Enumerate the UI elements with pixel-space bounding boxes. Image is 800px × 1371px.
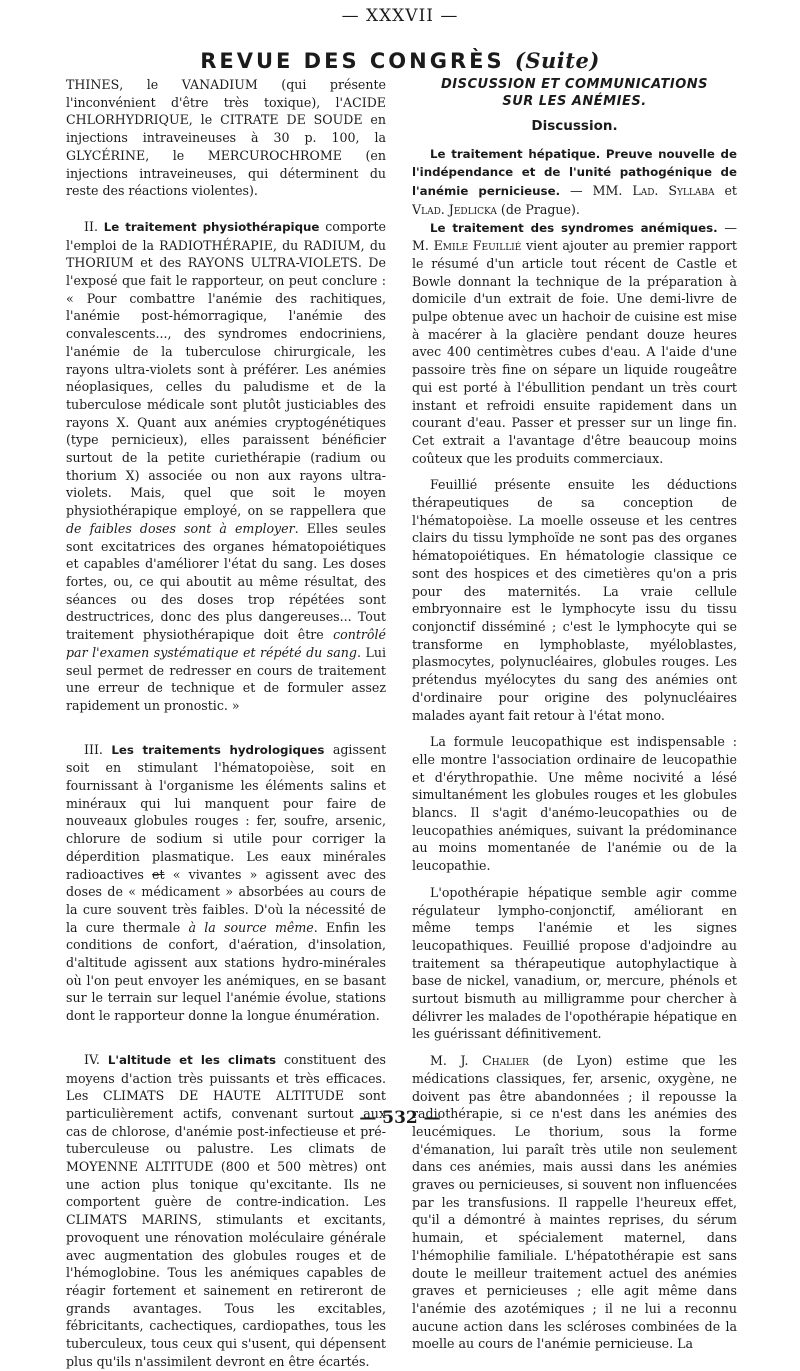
title-main: REVUE DES CONGRÈS [200,49,505,73]
text-span: , stimulants et excitants, provoquent une rénovation moléculaire générale avec augmentation des globules rouges et de l'hémoglobine. Tous les anémiques capables de réagir fortement et sainement en retireront de grands avantages. Tous les excitables, fébricitants, cachectiques, cardiopathes, tous les tuberculeux, tous ceux qui s'usent, qui dépensent plus qu'ils n'assimilent devront en être écartés. [66,1212,386,1369]
text-span: VANADIUM [181,77,258,92]
right-paragraph-chalier [412,1052,737,1353]
text-span: CLIMATS MARINS [66,1212,198,1228]
text-span: THORIUM [66,255,134,271]
right-paragraph-liver-treatment [412,145,737,219]
text-span: . Lui seul permet de redresser en cours de traitement une erreur de technique et de formuler assez rapidement un pronostic. » [66,644,386,713]
title-suite: (Suite) [514,48,600,73]
text-span: sont particulièrement actifs, convenant surtout aux cas de chlorose, d'anémie post-infectieuse et pré-tuberculeuse ou palustre. Les climats de [66,1088,386,1157]
text-span: , le [119,77,182,92]
text-span: MERCUROCHROME [207,147,342,163]
right-paragraph-opotherapy: L'opothérapie hépatique semble agir comme régulateur lympho-conjonctif, améliorant en même temps l'anémie et les signes leucopathiques. Feuillié propose d'adjoindre au traitement sa thérapeutique autophylactique à base de nickel, vanadium, or, mercure, phénols et surtout bismuth au milligramme pour chercher à délivrer les malades de l'opothérapie hépatique en les guérissant définitivement. [412,884,737,1042]
section-heading-line: SUR LES ANÉMIES. [502,94,647,109]
text-span: , du [272,237,304,253]
discussion-subheading: Discussion. [531,118,618,134]
text-span: vient ajouter au premier rapport le résumé d'un article tout récent de Castle et Bowle donnant la technique de la préparation à domicile d'un extrait de foie. Une demi-livre de pulpe obtenue avec un hachoir de cuisine est mise à macérer à la glacière pendant douze heures avec 400 centimètres cubes d'eau. A l'aide d'une passoire très fine on sépare un liquide rougeâtre qui est porté à l'ébullition pendant un très court instant et refroidi ensuite rapidement dans un courant d'eau. Passer et presser sur un linge fin. Cet extrait a l'avantage d'être beaucoup moins coûteux que les produits commerciaux. [412,238,737,466]
text-span: contrôlé par l'examen systématique et répété du sang [66,627,386,660]
text-span: comporte l'emploi de la [66,218,386,253]
left-paragraph-physiotherapy [66,218,386,715]
page-number: — 532 — [359,1108,441,1128]
text-span: ACIDE CHLORHYDRIQUE [66,94,386,128]
right-paragraph-leucopathic-formula: La formule leucopathique est indispensable : elle montre l'association ordinaire de leucopathie et d'érythropathie. Une même nocivité a lésé simultanément les globules rouges et les globules blancs. Il s'agit d'anémo-leucopathies ou de leucopathies anémiques, suivant la prédominance au moins momentanée de l'anémie ou de la leucopathie. [412,734,737,874]
text-span: (800 et 500 mètres) ont une action plus tonique qu'excitante. Ils ne comportent guère de contre-indication. Les [66,1159,386,1210]
text-span: « vivantes » agissent avec des doses de « médicament » absorbées au cours de la cure souvent très faibles. D'où la nécessité de la cure thermale [66,866,386,935]
text-span: et des [133,255,188,271]
author-name: Chalier [482,1053,529,1069]
text-span: (de Lyon) estime que les médications classiques, fer, arsenic, oxygène, ne doivent pas être abandonnées ; il repousse la radiothérapie, si ce n'est dans les anémies des leucémiques. Le thorium, sous la forme d'émanation, lui paraît très utile non seulement dans ces anémies, mais aussi dans les anémies graves ou pernicieuses, si souvent non influencées par les transfusions. Il rappelle l'heureux effet, qu'il a démontré à maintes reprises, du sérum humain, et spécialement maternel, dans l'hémophilie familiale. L'hépatothérapie est sans doute le meilleur traitement actuel des anémies graves et pernicieuses ; elle agit même dans l'anémie des azotémiques ; il ne lui a reconnu aucune action dans les scléroses combinées de la moelle au cours de l'anémie pernicieuse. La [412,1053,738,1352]
section-heading: Les traitements hydrologiques [111,742,325,757]
text-span: (de Prague). [496,201,580,217]
text-span: M. J. [430,1053,483,1069]
right-paragraph-hematopoiesis: Feuillié présente ensuite les déductions thérapeutiques de sa conception de l'hématopoièse. La moelle osseuse et les centres clairs du tissu lymphoïde ne sont pas des organes hématopoiétiques. En hématologie classique ce sont des hospices et des cimetières qu'on a pris pour des maternités. La vraie cellule embryonnaire est le lymphocyte issu du tissu conjonctif disséminé ; c'est le lymphocyte qui se transforme en lymphoblaste, myéloblastes, plasmocytes, polynucléaires, globules rouges. Les prétendus myélocytes du sang des anémies ont d'ordinaire pour origine des polynucléaires malades ayant fait retour à l'état mono. [412,477,737,723]
text-span: RAYONS ULTRA-VIOLETS [187,255,358,271]
section-heading: L'altitude et les climats [107,1052,276,1067]
text-span: constituent des moyens d'action très puissants et très efficaces. Les [66,1051,386,1104]
text-span: MOYENNE ALTITUDE [66,1159,214,1175]
text-span: de faibles doses sont à employer [66,520,295,536]
text-span: RADIOTHÉRAPIE [159,237,273,253]
left-paragraph-hydrology [66,741,386,1025]
left-column [66,76,386,1371]
text-span: (en injections intraveineuses, qui déterminent du reste des réactions violentes). [66,147,386,199]
text-span: . De l'exposé que fait le rapporteur, on peut conclure : « Pour combattre l'anémie des rachitiques, l'anémie post-hémorragique, l'anémie des convalescents..., des syndromes endocriniens, l'anémie de la tuberculose chirurgicale, les rayons ultra-violets sont à préférer. Les anémies néoplasiques, celles du paludisme et de la tuberculose médicale sont plutôt justiciables des rayons X. Quant aux anémies cryptogénétiques (type pernicieux), elles paraissent bénéficier surtout de la petite curiethérapie (radium ou thorium X) associée ou non aux rayons ultra-violets. Mais, quel que soit le moyen physiothérapique employé, on se rappellera que [66,255,386,519]
text-span: CITRATE DE SOUDE [220,112,363,128]
right-paragraph-anemic-syndromes [412,219,737,468]
text-span: . Enfin les conditions de confort, d'aération, d'insolation, d'altitude agissent aux stations hydro-minérales où l'on peut envoyer les anémiques, en se basant sur le terrain sur lequel l'anémie évolue, stations dont le rapporteur donne la longue énumération. [66,919,386,1024]
struck-text: et [152,866,165,882]
text-span: , le [145,147,208,163]
text-span: THINES [66,77,120,92]
text-span: CLIMATS DE HAUTE ALTITUDE [102,1088,345,1104]
text-span: II. [84,218,104,234]
text-span: — MM. [560,183,633,199]
text-span: , le [188,112,221,128]
section-heading: Le traitement des syndromes anémiques. [430,220,718,235]
author-name: Lad. Syllaba [632,183,715,199]
text-span: en injections intraveineuses à 30 p. 100, la [66,112,386,146]
text-span: et [714,183,737,199]
author-name: Emile Feuillié [433,238,522,254]
roman-page-number: — XXXVII — [341,6,459,26]
author-name: Vlad. Jedlicka [412,201,497,217]
section-heading: Le traitement hépatique. Preuve nouvelle de l'indépendance et de l'unité pathogénique de l'anémie pernicieuse. [412,146,737,199]
right-column [412,76,737,1353]
text-span: à la source même [188,919,314,935]
text-span: GLYCÉRINE [66,147,146,163]
text-span: , du [360,237,386,253]
section-heading: Le traitement physiothérapique [103,219,320,234]
text-span: . Elles seules sont excitatrices des organes hématopoiétiques et capables d'améliorer l'état du sang. Les doses fortes, ou, ce qui aboutit au même résultat, des séances ou des doses trop répétées sont destructrices, donc des plus dangereuses... Tout traitement physiothérapique doit être [66,520,386,643]
text-span: (qui présente l'inconvénient d'être très toxique), l' [66,77,386,110]
text-span: IV. [84,1051,108,1067]
left-paragraph-altitude [66,1051,386,1371]
text-span: agissent soit en stimulant l'hématopoièse, soit en fournissant à l'organisme les éléments salins et minéraux qui lui manquent pour faire de nouveaux globules rouges : fer, soufre, arsenic, chlorure de sodium si utile pour corriger la déperdition plasmatique. Les eaux minérales radioactives [66,741,387,882]
text-span: III. [84,741,112,757]
text-span: RADIUM [303,237,361,253]
left-paragraph-continuation [66,76,386,200]
text-span: — M. [412,219,737,254]
section-heading-discussion [412,76,737,110]
section-heading-line: DISCUSSION ET COMMUNICATIONS [440,77,708,92]
page-title [0,48,800,73]
